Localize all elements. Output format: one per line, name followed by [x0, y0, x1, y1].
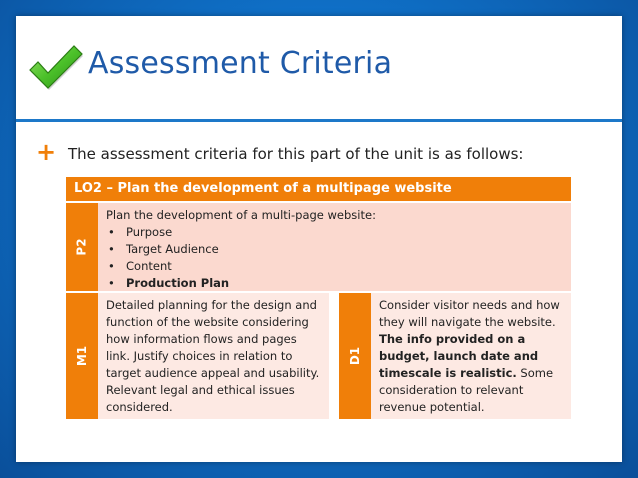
d1-text-bold: The info provided on a budget, launch date and timescale is realistic.	[379, 332, 539, 380]
criteria-cell-d1	[371, 293, 571, 419]
criteria-cell-m1: Detailed planning for the design and function of the website considering how information flows and pages link. Justify choices in relation to target audience appeal and usability. Relevant legal and ethical issues considered.	[98, 293, 329, 419]
criteria-header: LO2 – Plan the development of a multipage website	[66, 177, 571, 201]
bullet-text: The assessment criteria for this part of the unit is as follows:	[68, 144, 524, 163]
tag-label: M1	[74, 345, 89, 367]
title-divider	[16, 119, 622, 122]
list-item: • Content	[106, 258, 563, 275]
p2-intro: Plan the development of a multi-page website:	[106, 208, 376, 222]
tag-label: D1	[348, 346, 362, 366]
list-item: • Target Audience	[106, 241, 563, 258]
d1-text-b: Some consideration to relevant revenue potential.	[379, 366, 554, 414]
criteria-row-p2	[66, 203, 571, 291]
list-item: • Purpose	[106, 224, 563, 241]
criteria-tag-d1	[339, 293, 371, 419]
criteria-cell-p2	[98, 203, 571, 291]
list-item-bold: Production Plan	[126, 276, 230, 290]
list-item	[106, 275, 563, 292]
criteria-tag-m1	[66, 293, 98, 419]
checkmark-icon	[26, 42, 84, 92]
criteria-tag-p2	[66, 203, 98, 291]
p2-list	[106, 224, 563, 292]
column-gap	[329, 293, 339, 419]
criteria-table	[66, 177, 571, 419]
slide	[16, 16, 622, 462]
plus-icon: +	[36, 138, 57, 166]
page-title: Assessment Criteria	[88, 46, 393, 81]
d1-text-a: Consider visitor needs and how they will navigate the website.	[379, 298, 560, 329]
tag-label: P2	[75, 238, 89, 256]
criteria-row-m1-d1	[66, 293, 571, 419]
bullet-point	[36, 138, 524, 166]
